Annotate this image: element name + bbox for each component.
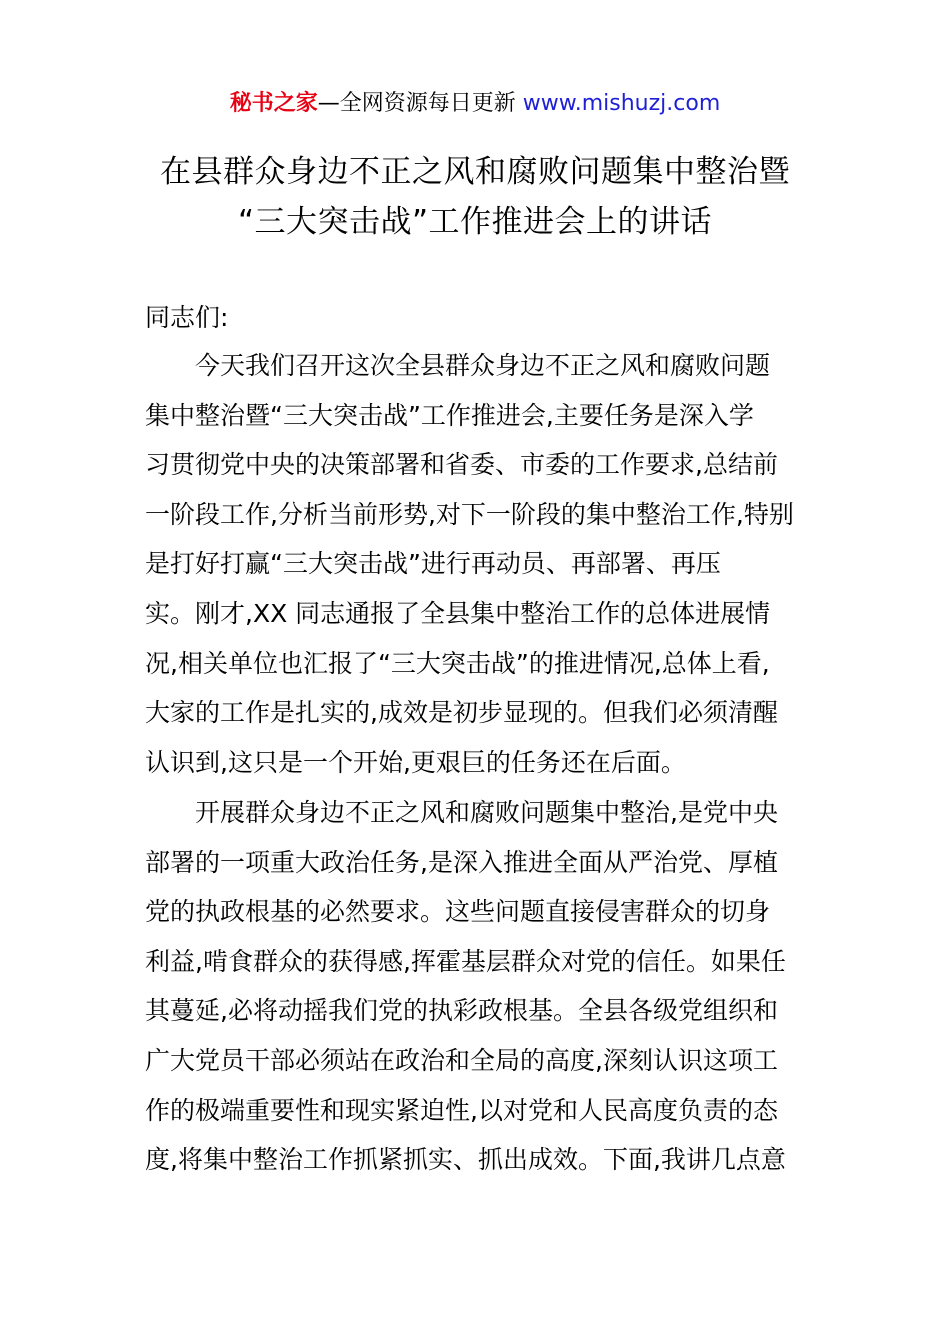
paragraph-line: 作的极端重要性和现实紧迫性,以对党和人民高度负责的态 (145, 1095, 778, 1125)
paragraph-line: 广大党员干部必须站在政治和全局的高度,深刻认识这项工 (145, 1045, 778, 1075)
title-line-2: “三大突击战”工作推进会上的讲话 (237, 204, 713, 240)
paragraph-line: 其蔓延,必将动摇我们党的执彩政根基。全县各级党组织和 (145, 996, 778, 1026)
paragraph-line: 集中整治暨“三大突击战”工作推进会,主要任务是深入学 (145, 400, 754, 430)
greeting: 同志们: (145, 303, 229, 332)
brand-name: 秘书之家 (229, 91, 318, 116)
paragraph-line: 认识到,这只是一个开始,更艰巨的任务还在后面。 (145, 747, 686, 777)
document-title (0, 147, 950, 247)
paragraph-line: 况,相关单位也汇报了“三大突击战”的推进情况,总体上看, (145, 648, 770, 678)
paragraph-line: 大家的工作是扎实的,成效是初步显现的。但我们必须清醒 (145, 698, 778, 728)
paragraph-line: 实。刚才,XX 同志通报了全县集中整治工作的总体进展情 (145, 598, 771, 628)
paragraph-2 (145, 795, 810, 1192)
site-header (0, 88, 950, 120)
paragraph-line: 利益,啃食群众的获得感,挥霍基层群众对党的信任。如果任 (145, 946, 786, 976)
paragraph-line: 党的执政根基的必然要求。这些问题直接侵害群众的切身 (145, 897, 771, 927)
paragraph-line: 是打好打赢“三大突击战”进行再动员、再部署、再压 (145, 549, 721, 579)
paragraph-1 (145, 348, 810, 794)
paragraph-line: 一阶段工作,分析当前形势,对下一阶段的集中整治工作,特别 (145, 499, 794, 529)
paragraph-line: 今天我们召开这次全县群众身边不正之风和腐败问题 (195, 351, 771, 380)
header-slogan: —全网资源每日更新 (317, 91, 523, 116)
title-line-1: 在县群众身边不正之风和腐败问题集中整治暨 (160, 154, 790, 190)
paragraph-line: 度,将集中整治工作抓紧抓实、抓出成效。下面,我讲几点意 (145, 1145, 786, 1175)
paragraph-line: 开展群众身边不正之风和腐败问题集中整治,是党中央 (195, 798, 778, 827)
paragraph-line: 部署的一项重大政治任务,是深入推进全面从严治党、厚植 (145, 847, 778, 877)
paragraph-line: 习贯彻党中央的决策部署和省委、市委的工作要求,总结前 (145, 450, 778, 480)
website-link[interactable]: www.mishuzj.com (522, 91, 721, 116)
